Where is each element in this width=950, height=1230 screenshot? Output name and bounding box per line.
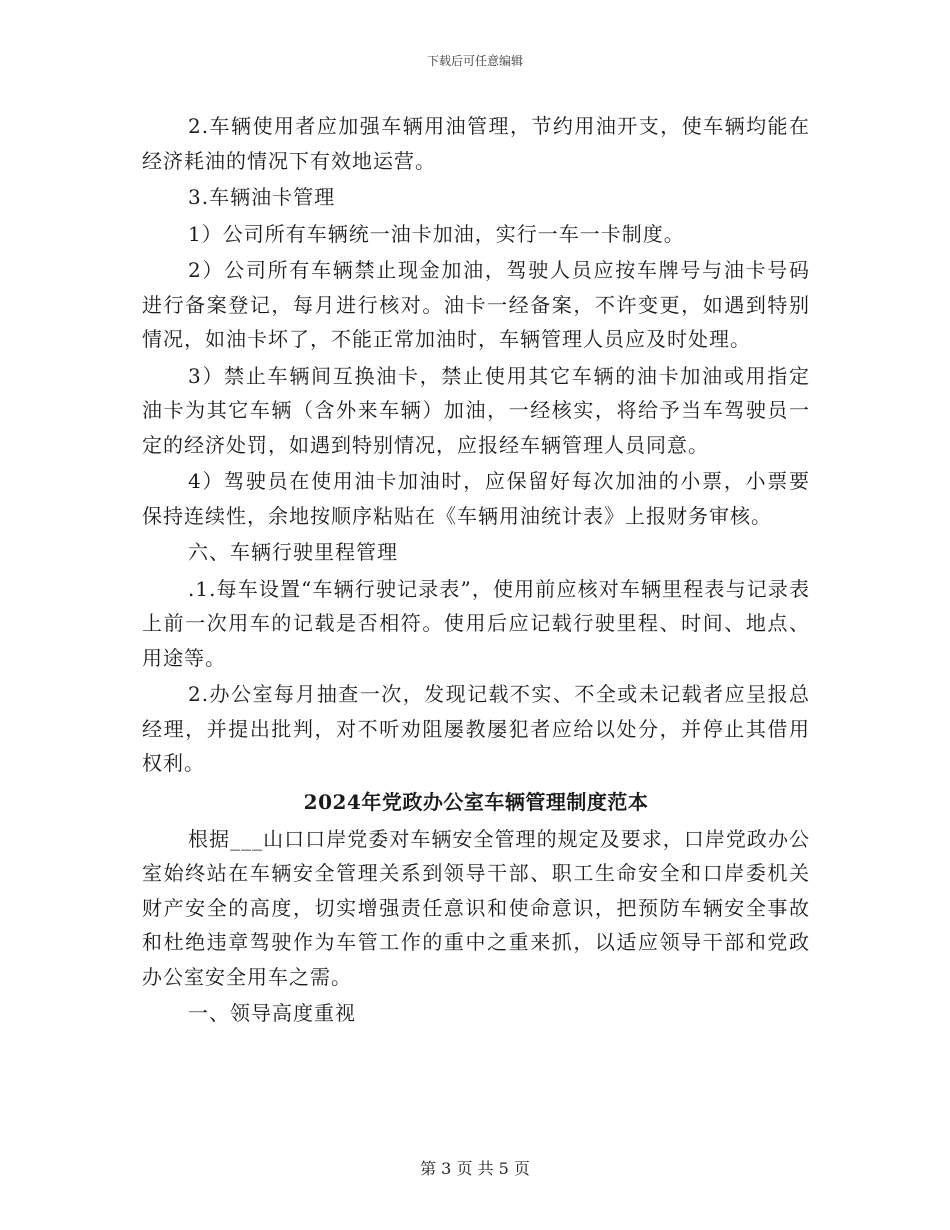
paragraph-fuel-card-heading: 3.车辆油卡管理 — [188, 185, 336, 209]
paragraph-monthly-check: 2.办公室每月抽查一次，发现记载不实、不全或未记载者应呈报总经理，并提出批判，对不听劝阻屡教屡犯者应给以处分，并停止其借用权利。 — [142, 682, 810, 775]
paragraph-intro: 根据___山口口岸党委对车辆安全管理的规定及要求，口岸党政办公室始终站在车辆安全管理关系到领导干部、职工生命安全和口岸委机关财产安全的高度，切实增强责任意识和使命意识，把预防车辆安全事故和杜绝违章驾驶作为车管工作的重中之重来抓，以适应领导干部和党政办公室安全用车之需。 — [142, 826, 810, 989]
paragraph-no-cash-rule: 2）公司所有车辆禁止现金加油，驾驶人员应按车牌号与油卡号码进行备案登记，每月进行核对。油卡一经备案，不许变更，如遇到特别情况，如油卡坏了，不能正常加油时，车辆管理人员应及时处理。 — [142, 258, 810, 351]
header-note: 下载后可任意编辑 — [426, 54, 523, 68]
paragraph-mileage-record: .1.每车设置“车辆行驶记录表”，使用前应核对车辆里程表与记录表上前一次用车的记载是否相符。使用后应记载行驶里程、时间、地点、用途等。 — [142, 576, 810, 670]
page-footer: 第 3 页 共 5 页 — [420, 1159, 530, 1178]
section-heading-leadership: 一、领导高度重视 — [188, 1001, 356, 1025]
paragraph-receipt-rule: 4）驾驶员在使用油卡加油时，应保留好每次加油的小票，小票要保持连续性，余地按顺序粘贴在《车辆用油统计表》上报财务审核。 — [142, 469, 810, 528]
document-body — [142, 109, 810, 1031]
paragraph-one-card-rule: 1）公司所有车辆统一油卡加油，实行一车一卡制度。 — [188, 221, 685, 246]
paragraph-fuel-management: 2.车辆使用者应加强车辆用油管理，节约用油开支，使车辆均能在经济耗油的情况下有效地运营。 — [142, 114, 810, 173]
document-title: 2024年党政办公室车辆管理制度范本 — [303, 789, 649, 814]
section-heading-mileage: 六、车辆行驶里程管理 — [188, 540, 398, 564]
paragraph-no-swap-rule: 3）禁止车辆间互换油卡，禁止使用其它车辆的油卡加油或用指定油卡为其它车辆（含外来车辆）加油，一经核实，将给予当车驾驶员一定的经济处罚，如遇到特别情况，应报经车辆管理人员同意。 — [142, 363, 810, 457]
